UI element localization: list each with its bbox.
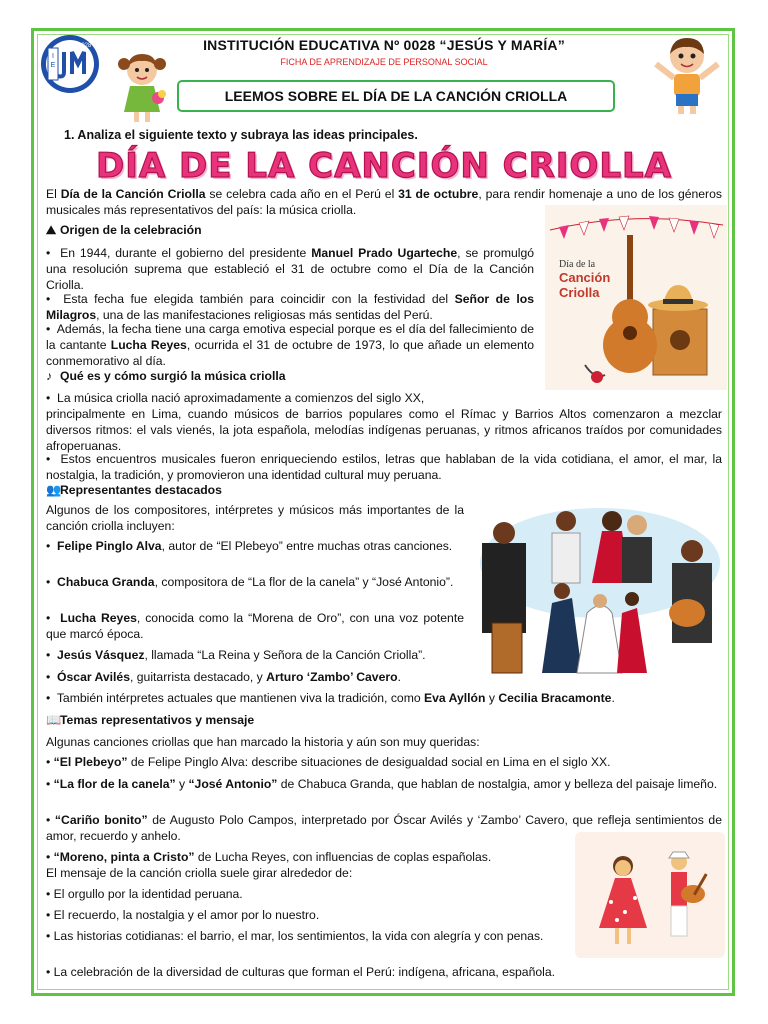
music-heading: ♪ Qué es y cómo surgió la música criolla — [46, 369, 286, 383]
svg-text:E: E — [50, 62, 56, 69]
instruction: 1. Analiza el siguiente texto y subraya las ideas principales. — [64, 128, 418, 142]
svg-text:I: I — [52, 53, 54, 60]
dancers-illustration — [575, 832, 725, 958]
rep-item-1: • Felipe Pinglo Alva, autor de “El Plebeyo” entre muchas otras canciones. — [46, 539, 453, 553]
themes-heading: 📖Temas representativos y mensaje — [46, 713, 255, 727]
intro-paragraph: El Día de la Canción Criolla se celebra cada año en el Perú el 31 de octubre, para rendir homenaje a uno de los géneros musicales más representativos del país: la música criolla. — [46, 187, 722, 217]
rep-item-4: • Jesús Vásquez, llamada “La Reina y Señora de la Canción Criolla”. — [46, 648, 426, 662]
music-note-icon: ♪ — [46, 369, 53, 383]
themes-intro: Algunas canciones criollas que han marcado la historia y aún son muy queridas: — [46, 735, 480, 749]
music-item-2: • Estos encuentros musicales fueron enriqueciendo estilos, letras que hablaban de la vida cotidiana, el amor, el mar, la nostalgia, la tradición, y promovieron una identidad cultural muy peruana. — [46, 452, 722, 482]
origin-item-2: • Esta fecha fue elegida también para coincidir con la festividad del Señor de los Milagros, una de las manifestaciones religiosas más sentidas del Perú. — [46, 292, 534, 322]
rep-item-5: • Óscar Avilés, guitarrista destacado, y Arturo ‘Zambo’ Cavero. — [46, 670, 401, 684]
svg-text:Día de la: Día de la — [559, 259, 596, 270]
song-item-3: • “Cariño bonito” de Augusto Polo Campos, interpretado por Óscar Avilés y ‘Zambo’ Cavero, que refleja sentimientos de amor, recuerdo y anhelo. — [46, 813, 722, 843]
reps-heading: 👥Representantes destacados — [46, 483, 222, 497]
svg-text:0028: 0028 — [78, 43, 92, 49]
rep-item-6: • También intérpretes actuales que mantienen viva la tradición, como Eva Ayllón y Cecilia Bracamonte. — [46, 691, 615, 705]
message-item-2: • El recuerdo, la nostalgia y el amor por lo nuestro. — [46, 908, 320, 922]
message-item-4: • La celebración de la diversidad de culturas que forman el Perú: indígena, africana, española. — [46, 965, 556, 979]
song-item-2: • “La flor de la canela” y “José Antonio” de Chabuca Granda, que hablan de nostalgia, amor y belleza del paisaje limeño. — [46, 777, 718, 791]
bell-icon: ⛰ — [46, 223, 57, 237]
svg-text:Canción: Canción — [559, 270, 611, 285]
rep-item-2: • Chabuca Granda, compositora de “La flor de la canela” y “José Antonio”. — [46, 575, 454, 589]
people-icon: 👥 — [46, 483, 62, 497]
song-item-1: • “El Plebeyo” de Felipe Pinglo Alva: describe situaciones de desigualdad social en Lima en el siglo XX. — [46, 755, 611, 769]
school-name: INSTITUCIÓN EDUCATIVA Nº 0028 “JESÚS Y MARÍA” — [203, 37, 565, 53]
origin-item-1: • En 1944, durante el gobierno del presidente Manuel Prado Ugarteche, se promulgó una resolución suprema que estableció el 31 de octubre como el Día de la Canción Criolla. — [46, 246, 535, 292]
music-item-1: • La música criolla nació aproximadamente a comienzos del siglo XX, — [46, 391, 425, 405]
origin-heading: ⛰ Origen de la celebración — [46, 223, 202, 237]
rep-item-3: • Lucha Reyes, conocida como la “Morena de Oro”, con una voz potente que marcó época. — [46, 611, 464, 641]
music-item-1-cont: principalmente en Lima, cuando músicos de barrios populares como el Rímac y Barrios Altos comenzaron a mezclar diversos ritmos: el vals vienés, la jota española, melodías indígenas peruanas, y ritmos africanos traídos por comunidades afroperuanas. — [46, 407, 722, 453]
main-title: DÍA DE LA CANCIÓN CRIOLLA — [96, 146, 672, 186]
song-item-4: • “Moreno, pinta a Cristo” de Lucha Reyes, con influencias de coplas españolas. — [46, 850, 492, 864]
musicians-illustration — [472, 503, 728, 685]
svg-text:Criolla: Criolla — [559, 285, 600, 300]
worksheet-subtitle: FICHA DE APRENDIZAJE DE PERSONAL SOCIAL — [280, 57, 488, 67]
message-item-1: • El orgullo por la identidad peruana. — [46, 887, 243, 901]
message-intro: El mensaje de la canción criolla suele girar alrededor de: — [46, 866, 353, 880]
reading-banner: LEEMOS SOBRE EL DÍA DE LA CANCIÓN CRIOLLA — [177, 80, 615, 112]
book-icon: 📖 — [46, 713, 62, 727]
origin-item-3: • Además, la fecha tiene una carga emotiva especial porque es el día del fallecimiento de la cantante Lucha Reyes, ocurrida el 31 de octubre de 1973, lo que añade un elemento conmemorativo al día. — [46, 322, 534, 368]
reps-intro: Algunos de los compositores, intérpretes y músicos más importantes de la canción criolla incluyen: — [46, 503, 464, 533]
message-item-3: • Las historias cotidianas: el barrio, el mar, los sentimientos, la vida con alegría y con penas. — [46, 929, 544, 943]
cancion-criolla-illustration — [545, 205, 727, 390]
